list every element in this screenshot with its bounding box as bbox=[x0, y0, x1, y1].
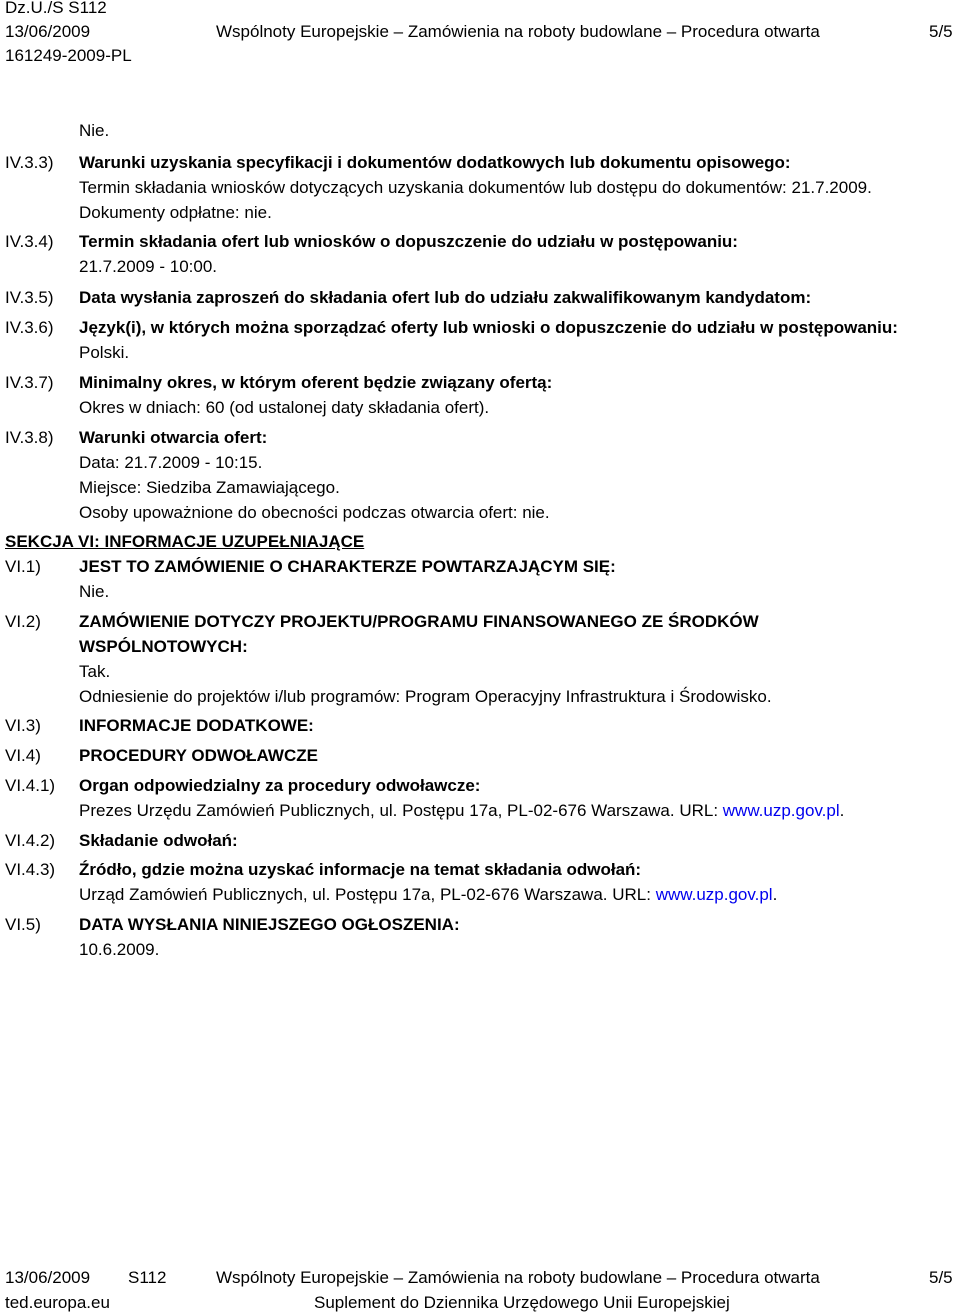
section-number: VI.1) bbox=[5, 557, 41, 576]
section-title: Warunki uzyskania specyfikacji i dokumentów dodatkowych lub dokumentu opisowego: bbox=[79, 153, 791, 172]
header-page: 5/5 bbox=[929, 22, 953, 41]
section-text: Okres w dniach: 60 (od ustalonej daty składania ofert). bbox=[79, 398, 490, 417]
section-text: Dokumenty odpłatne: nie. bbox=[79, 203, 272, 222]
punctuation: . bbox=[772, 885, 778, 904]
section-number: VI.4.1) bbox=[5, 776, 56, 795]
section-number: IV.3.3) bbox=[5, 153, 54, 172]
section-number: VI.4.2) bbox=[5, 831, 56, 850]
section-title: DATA WYSŁANIA NINIEJSZEGO OGŁOSZENIA: bbox=[79, 915, 460, 934]
section-number: VI.2) bbox=[5, 612, 41, 631]
section-text: Odniesienie do projektów i/lub programów: Program Operacyjny Infrastruktura i Środowisko. bbox=[79, 687, 772, 706]
header-title: Wspólnoty Europejskie – Zamówienia na roboty budowlane – Procedura otwarta bbox=[216, 22, 820, 41]
section-title: JEST TO ZAMÓWIENIE O CHARAKTERZE POWTARZAJĄCYM SIĘ: bbox=[79, 557, 616, 576]
footer-supplement: Suplement do Dziennika Urzędowego Unii Europejskiej bbox=[314, 1293, 730, 1312]
section-text: Data: 21.7.2009 - 10:15. bbox=[79, 453, 263, 472]
section-title: Data wysłania zaproszeń do składania ofert lub do udziału zakwalifikowanym kandydatom: bbox=[79, 288, 812, 307]
prior-answer: Nie. bbox=[79, 121, 110, 140]
section-title: Składanie odwołań: bbox=[79, 831, 238, 850]
section-title: INFORMACJE DODATKOWE: bbox=[79, 716, 314, 735]
section-text: 10.6.2009. bbox=[79, 940, 160, 959]
section-number: VI.3) bbox=[5, 716, 41, 735]
section-number: IV.3.5) bbox=[5, 288, 54, 307]
section-number: IV.3.6) bbox=[5, 318, 54, 337]
section-text: Nie. bbox=[79, 582, 110, 601]
punctuation: . bbox=[839, 801, 845, 820]
footer-site[interactable]: ted.europa.eu bbox=[5, 1293, 110, 1312]
section-title: Warunki otwarcia ofert: bbox=[79, 428, 268, 447]
address-text: Prezes Urzędu Zamówień Publicznych, ul. Postępu 17a, PL-02-676 Warszawa. URL: bbox=[79, 801, 723, 820]
section-text bbox=[79, 882, 777, 908]
url-link[interactable]: www.uzp.gov.pl bbox=[655, 885, 773, 904]
section-title: WSPÓLNOTOWYCH: bbox=[79, 637, 248, 656]
section-title: Organ odpowiedzialny za procedury odwoławcze: bbox=[79, 776, 481, 795]
section-number: IV.3.8) bbox=[5, 428, 54, 447]
section-number: IV.3.4) bbox=[5, 232, 54, 251]
journal-ref: Dz.U./S S112 bbox=[5, 0, 107, 17]
footer-journal: S112 bbox=[128, 1268, 167, 1287]
section-title: ZAMÓWIENIE DOTYCZY PROJEKTU/PROGRAMU FINANSOWANEGO ZE ŚRODKÓW bbox=[79, 612, 759, 631]
section-heading: SEKCJA VI: INFORMACJE UZUPEŁNIAJĄCE bbox=[5, 532, 365, 551]
section-title: Źródło, gdzie można uzyskać informacje na temat składania odwołań: bbox=[79, 860, 642, 879]
section-text: Termin składania wniosków dotyczących uzyskania dokumentów lub dostępu do dokumentów: 21.7.2009. bbox=[79, 178, 872, 197]
section-title: Język(i), w których można sporządzać oferty lub wnioski o dopuszczenie do udziału w postępowaniu: bbox=[79, 318, 898, 337]
url-link[interactable]: www.uzp.gov.pl bbox=[722, 801, 840, 820]
address-text: Urząd Zamówień Publicznych, ul. Postępu 17a, PL-02-676 Warszawa. URL: bbox=[79, 885, 656, 904]
section-number: VI.4) bbox=[5, 746, 41, 765]
section-text bbox=[79, 798, 844, 824]
header-date: 13/06/2009 bbox=[5, 22, 91, 41]
section-title: Termin składania ofert lub wniosków o dopuszczenie do udziału w postępowaniu: bbox=[79, 232, 738, 251]
footer-date: 13/06/2009 bbox=[5, 1268, 91, 1287]
section-title: PROCEDURY ODWOŁAWCZE bbox=[79, 746, 318, 765]
section-title: Minimalny okres, w którym oferent będzie związany ofertą: bbox=[79, 373, 553, 392]
section-text: Miejsce: Siedziba Zamawiającego. bbox=[79, 478, 340, 497]
section-text: Polski. bbox=[79, 343, 130, 362]
section-number: VI.4.3) bbox=[5, 860, 56, 879]
footer-page: 5/5 bbox=[929, 1268, 953, 1287]
footer-title: Wspólnoty Europejskie – Zamówienia na roboty budowlane – Procedura otwarta bbox=[216, 1268, 820, 1287]
section-text: Tak. bbox=[79, 662, 111, 681]
section-text: Osoby upoważnione do obecności podczas otwarcia ofert: nie. bbox=[79, 503, 550, 522]
section-number: IV.3.7) bbox=[5, 373, 54, 392]
section-number: VI.5) bbox=[5, 915, 41, 934]
section-text: 21.7.2009 - 10:00. bbox=[79, 257, 218, 276]
notice-id: 161249-2009-PL bbox=[5, 46, 132, 65]
